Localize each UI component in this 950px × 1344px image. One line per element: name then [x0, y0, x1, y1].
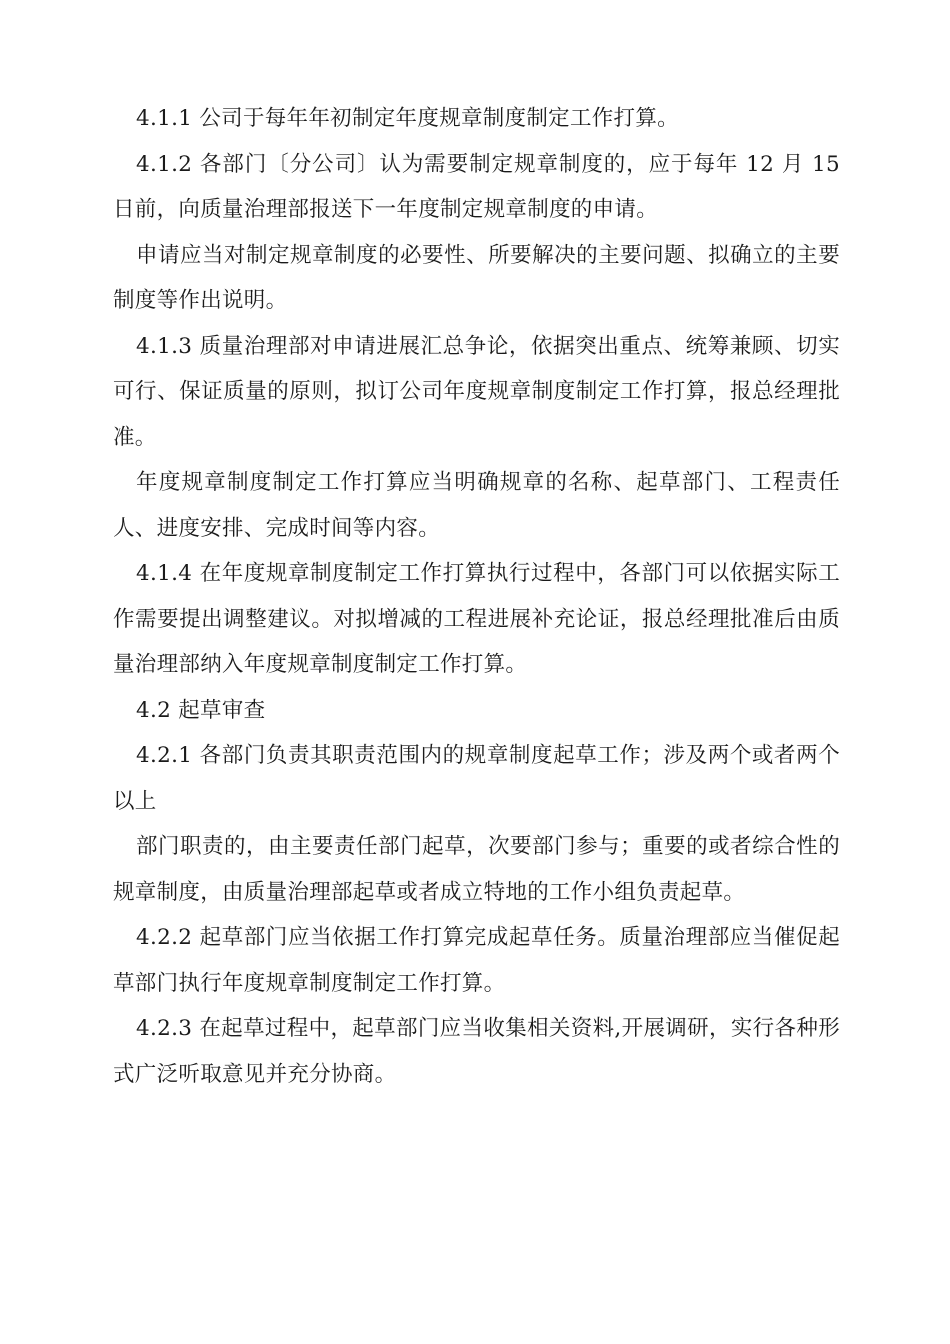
section-heading-4-2: 4.2 起草审查	[136, 697, 266, 723]
paragraph-4-2-1-continued: 部门职责的，由主要责任部门起草，次要部门参与；重要的或者综合性的规章制度，由质量治理部起草或者成立特地的工作小组负责起草。	[113, 834, 840, 905]
paragraph-4-1-4: 4.1.4 在年度规章制度制定工作打算执行过程中，各部门可以依据实际工作需要提出调整建议。对拟增减的工程进展补充论证，报总经理批准后由质量治理部纳入年度规章制度制定工作打算。	[113, 561, 840, 677]
document-body	[113, 96, 840, 1097]
paragraph-4-2-3: 4.2.3 在起草过程中，起草部门应当收集相关资料,开展调研，实行各种形式广泛听取意见并充分协商。	[113, 1016, 840, 1087]
paragraph-application-note: 申请应当对制定规章制度的必要性、所要解决的主要问题、拟确立的主要制度等作出说明。	[113, 242, 840, 313]
paragraph-4-2-1: 4.2.1 各部门负责其职责范围内的规章制度起草工作；涉及两个或者两个以上	[113, 743, 840, 814]
paragraph-4-2-2: 4.2.2 起草部门应当依据工作打算完成起草任务。质量治理部应当催促起草部门执行年度规章制度制定工作打算。	[113, 925, 840, 996]
paragraph-4-1-3: 4.1.3 质量治理部对申请进展汇总争论，依据突出重点、统筹兼顾、切实可行、保证质量的原则，拟订公司年度规章制度制定工作打算，报总经理批准。	[113, 333, 840, 450]
paragraph-4-1-1: 4.1.1 公司于每年年初制定年度规章制度制定工作打算。	[136, 106, 679, 131]
paragraph-annual-plan-note: 年度规章制度制定工作打算应当明确规章的名称、起草部门、工程责任人、进度安排、完成时间等内容。	[113, 470, 840, 541]
paragraph-4-1-2: 4.1.2 各部门〔分公司〕认为需要制定规章制度的，应于每年 12 月 15 日前，向质量治理部报送下一年度制定规章制度的申请。	[113, 151, 840, 222]
